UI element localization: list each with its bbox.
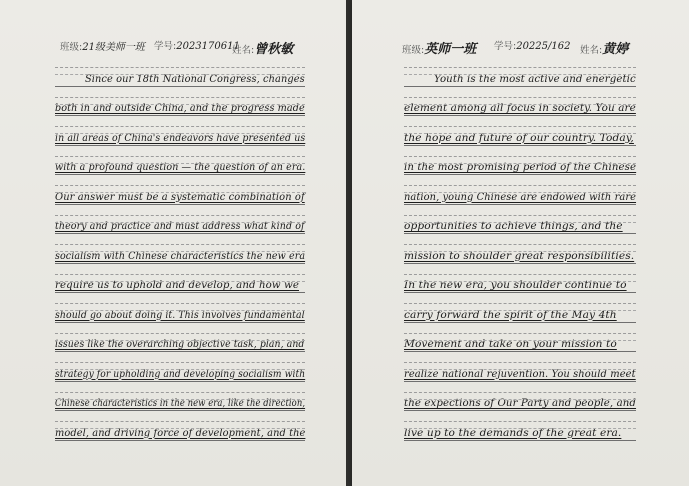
writing-line bbox=[55, 239, 305, 264]
handwritten-text: the expections of Our Party and people, and bbox=[404, 397, 637, 409]
handwritten-text: In the new era, you shoulder continue to bbox=[404, 279, 627, 291]
handwritten-text: carry forward the spirit of the May 4th bbox=[404, 308, 617, 321]
class-label: 班级: bbox=[402, 45, 425, 56]
handwritten-text: model, and driving force of development, and the bbox=[55, 427, 306, 439]
student-id-label: 学号: bbox=[154, 41, 177, 52]
writing-line bbox=[404, 387, 636, 412]
writing-line bbox=[404, 121, 636, 146]
handwritten-text: Our answer must be a systematic combination of bbox=[55, 191, 305, 203]
name-field bbox=[232, 38, 293, 57]
writing-line bbox=[55, 151, 305, 176]
handwritten-text: with a profound question — the question of an era. bbox=[55, 162, 306, 173]
handwritten-text: mission to shoulder great responsibilities. bbox=[404, 249, 635, 262]
handwritten-text: Chinese characteristics in the new era, like the direction, bbox=[55, 398, 306, 409]
handwritten-text: should go about doing it. This involves fundamental bbox=[55, 309, 305, 321]
writing-line bbox=[404, 298, 636, 323]
handwritten-text: nation, young Chinese are endowed with rare bbox=[404, 190, 637, 203]
handwritten-text: the hope and future of our country. Today, bbox=[404, 131, 634, 144]
class-field bbox=[60, 38, 145, 53]
writing-line bbox=[55, 180, 305, 205]
name-value: 曾秋敏 bbox=[254, 42, 294, 57]
right-worksheet bbox=[352, 0, 689, 486]
writing-line bbox=[404, 210, 636, 235]
class-value: 21级美师一班 bbox=[82, 42, 145, 53]
writing-line bbox=[404, 416, 636, 441]
handwritten-text: realize national rejuvention. You should meet bbox=[404, 367, 636, 380]
handwritten-text: both in and outside China, and the progress made bbox=[55, 103, 305, 114]
handwritten-text: socialism with Chinese characteristics the new era bbox=[55, 250, 306, 262]
handwritten-text: Movement and take on your mission to bbox=[404, 338, 617, 350]
student-id-field bbox=[494, 38, 570, 52]
writing-line bbox=[55, 62, 305, 87]
writing-line bbox=[55, 416, 305, 441]
handwritten-text: issues like the overarching objective task, plan, and bbox=[55, 339, 305, 350]
student-id-value: 2023170611 bbox=[176, 41, 240, 52]
class-label: 班级: bbox=[60, 42, 83, 53]
writing-line bbox=[404, 180, 636, 205]
writing-line bbox=[404, 269, 636, 294]
writing-line bbox=[55, 92, 305, 117]
handwritten-text: strategy for upholding and developing socialism with bbox=[55, 368, 306, 380]
student-id-label: 学号: bbox=[494, 41, 517, 52]
handwritten-text: element among all focus in society. You are bbox=[404, 102, 636, 114]
handwritten-text: require us to uphold and develop, and how we bbox=[55, 280, 299, 291]
writing-line bbox=[404, 62, 636, 87]
student-id-value: 20225/162 bbox=[516, 41, 571, 52]
writing-line bbox=[404, 151, 636, 176]
class-field bbox=[402, 38, 476, 57]
student-id-field bbox=[154, 38, 240, 52]
handwritten-text: theory and practice and must address what kind of bbox=[55, 221, 305, 232]
writing-line bbox=[55, 298, 305, 323]
handwritten-text: in all areas of China's endeavors have presented us bbox=[55, 132, 306, 144]
writing-line bbox=[404, 328, 636, 353]
name-field bbox=[580, 38, 628, 57]
name-label: 姓名: bbox=[580, 45, 603, 56]
writing-line bbox=[404, 239, 636, 264]
writing-line bbox=[55, 328, 305, 353]
writing-line bbox=[55, 210, 305, 235]
handwritten-text: Since our 18th National Congress, changes bbox=[85, 73, 305, 85]
handwritten-text: Youth is the most active and energetic bbox=[434, 72, 636, 85]
handwritten-text: live up to the demands of the great era. bbox=[404, 426, 622, 439]
name-label: 姓名: bbox=[232, 45, 255, 56]
writing-line bbox=[404, 92, 636, 117]
handwritten-text: in the most promising period of the Chinese bbox=[404, 161, 637, 173]
writing-line bbox=[404, 357, 636, 382]
name-value: 黄婷 bbox=[602, 42, 629, 57]
writing-line bbox=[55, 269, 305, 294]
handwritten-text: opportunities to achieve things, and the bbox=[404, 220, 623, 232]
writing-line bbox=[55, 387, 305, 412]
class-value: 英师一班 bbox=[424, 42, 477, 57]
writing-line bbox=[55, 357, 305, 382]
writing-line bbox=[55, 121, 305, 146]
